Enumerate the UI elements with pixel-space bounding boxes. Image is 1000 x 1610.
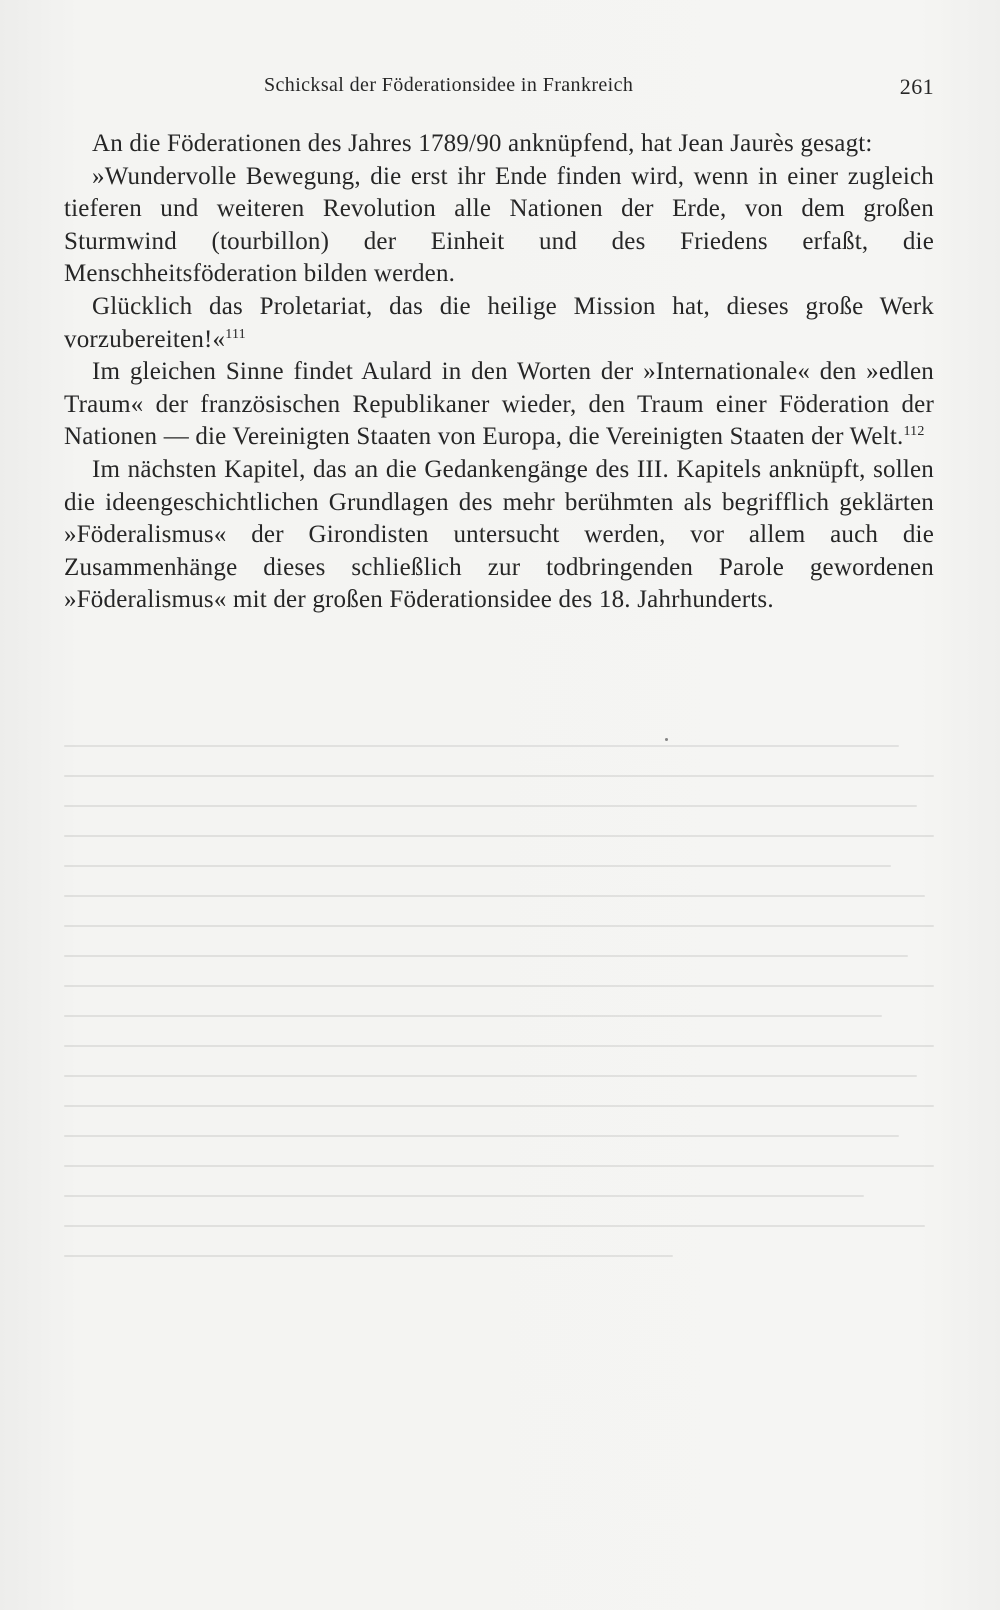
paragraph-text: An die Föderationen des Jahres 1789/90 anknüpfend, hat Jean Jaurès gesagt: <box>92 130 873 157</box>
footnote-ref-112: 112 <box>903 424 925 440</box>
paragraph-next-chapter <box>64 454 934 617</box>
paragraph-jaures-intro <box>64 128 934 161</box>
paragraph-proletariat <box>64 291 934 356</box>
paragraph-text: »Wundervolle Bewegung, die erst ihr Ende finden wird, wenn in einer zugleich tieferen und weiteren Revolution alle Nationen der Erde, von dem großen Sturmwind (tourbillon) der Einheit und des Friedens erfaßt, die Menschheitsföderation bilden werden. <box>64 162 934 288</box>
body-text <box>64 128 934 617</box>
footnote-ref-111: 111 <box>225 326 246 342</box>
paragraph-jaures-quote <box>64 161 934 291</box>
paragraph-aulard <box>64 356 934 454</box>
ink-speck <box>665 738 668 741</box>
running-title: Schicksal der Föderationsidee in Frankreich <box>264 74 634 96</box>
running-head <box>64 74 934 104</box>
paragraph-text: Glücklich das Proletariat, das die heilige Mission hat, dieses große Werk vorzubereiten!« <box>64 292 934 353</box>
show-through-texture <box>64 745 934 1285</box>
paragraph-text: Im nächsten Kapitel, das an die Gedankengänge des III. Kapitels anknüpft, sollen die ideengeschichtlichen Grundlagen des mehr berühmten als begrifflich geklärten »Föderalismus« der Girondisten untersucht werden, vor allem auch die Zusammenhänge dieses schließlich zur todbringenden Parole gewordenen »Föderalismus« mit der großen Föderationsidee des 18. Jahrhunderts. <box>64 455 934 614</box>
paragraph-text: Im gleichen Sinne findet Aulard in den Worten der »Internationale« den »edlen Traum« der französischen Republikaner wieder, den Traum einer Föderation der Nationen — die Vereinigten Staaten von Europa, die Vereinigten Staaten der Welt. <box>64 358 934 451</box>
page-number: 261 <box>899 74 934 99</box>
